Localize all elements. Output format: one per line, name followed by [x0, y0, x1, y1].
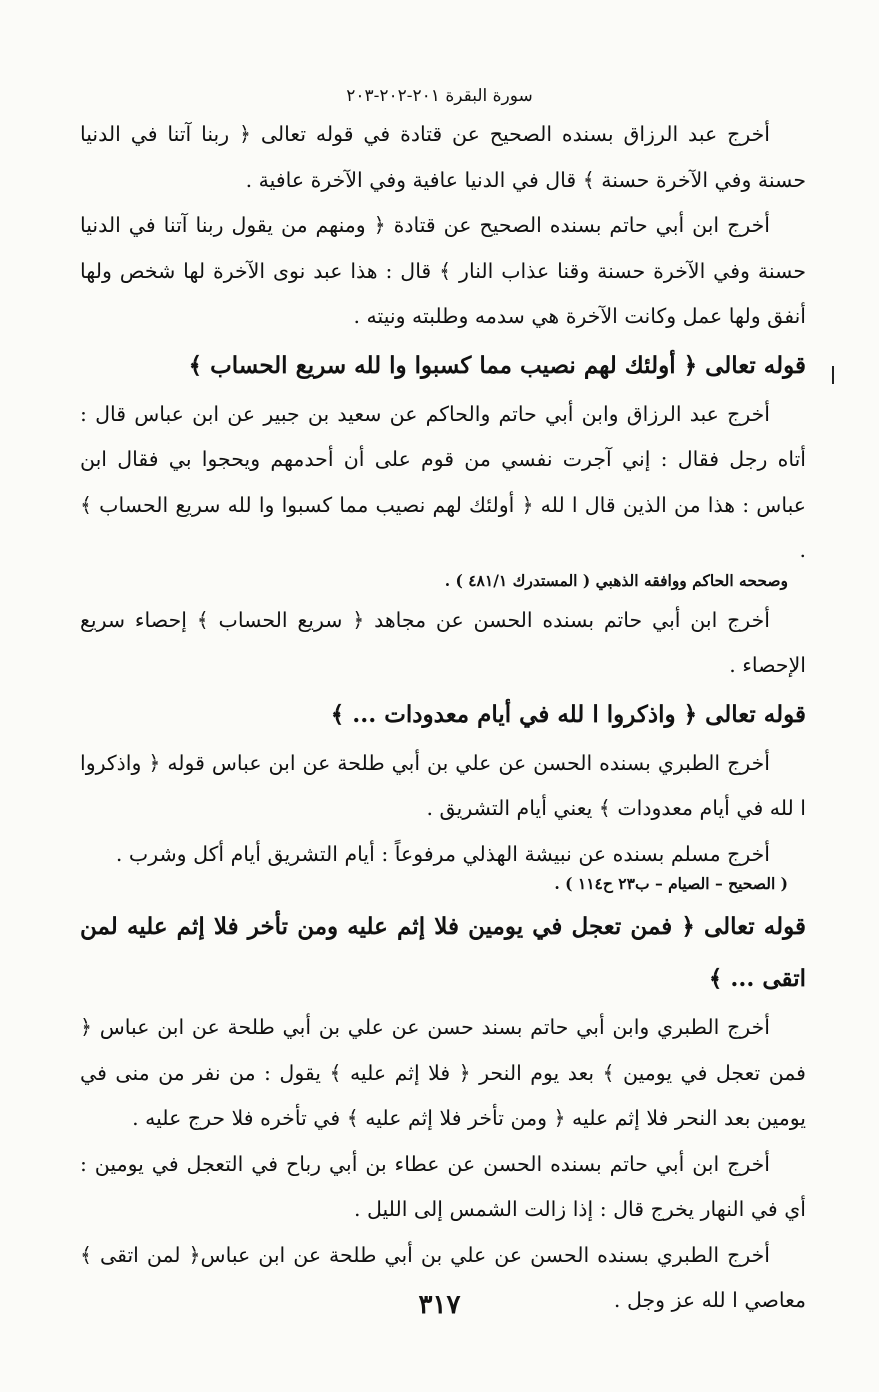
paragraph-6: أخرج مسلم بسنده عن نبيشة الهذلي مرفوعاً : أيام التشريق أيام أكل وشرب .	[115, 841, 770, 866]
page-number: ٣١٧	[418, 1290, 461, 1320]
paragraph-5: أخرج الطبري بسنده الحسن عن علي بن أبي طلحة عن ابن عباس قوله ﴿ واذكروا ا لله في أيام معدودات ﴾ يعني أيام التشريق .	[80, 750, 806, 820]
paragraph-9: أخرج الطبري بسنده الحسن عن علي بن أبي طلحة عن ابن عباس﴿ لمن اتقى ﴾ معاصي ا لله عز وجل .	[80, 1242, 806, 1312]
running-header: سورة البقرة ٢٠١-٢٠٢-٢٠٣	[346, 86, 533, 106]
verse-heading-1: قوله تعالى ﴿ أولئك لهم نصيب مما كسبوا وا لله سريع الحساب ﴾	[188, 351, 806, 379]
paragraph-4: أخرج ابن أبي حاتم بسنده الحسن عن مجاهد ﴿ سريع الحساب ﴾ إحصاء سريع الإحصاء .	[80, 607, 806, 677]
verse-heading-3: قوله تعالى ﴿ فمن تعجل في يومين فلا إثم عليه ومن تأخر فلا إثم عليه لمن اتقى ... ﴾	[80, 913, 806, 992]
citation-note-2: ( الصحيح – الصيام – ب٢٣ ح١١٤ ) .	[554, 874, 788, 893]
paragraph-8: أخرج ابن أبي حاتم بسنده الحسن عن عطاء بن أبي رباح في التعجل في يومين : أي في النهار يخرج قال : إذا زالت الشمس إلى الليل .	[80, 1151, 806, 1221]
paragraph-1: أخرج عبد الرزاق بسنده الصحيح عن قتادة في قوله تعالى ﴿ ربنا آتنا في الدنيا حسنة وفي الآخرة حسنة ﴾ قال في الدنيا عافية وفي الآخرة عافية .	[80, 122, 806, 192]
verse-heading-2: قوله تعالى ﴿ واذكروا ا لله في أيام معدودات ... ﴾	[330, 700, 806, 728]
paragraph-2: أخرج ابن أبي حاتم بسنده الصحيح عن قتادة ﴿ ومنهم من يقول ربنا آتنا في الدنيا حسنة وفي الآخرة حسنة وقنا عذاب النار ﴾ قال : هذا عبد نوى الآخرة لها شخص ولها أنفق ولها عمل وكانت الآخرة هي سدمه وطلبته ونيته .	[80, 213, 806, 328]
margin-mark	[832, 366, 834, 384]
citation-note-1: وصححه الحاكم ووافقه الذهبي ( المستدرك ٤٨١/١ ) .	[444, 570, 788, 590]
page-body	[80, 112, 806, 1324]
paragraph-3: أخرج عبد الرزاق وابن أبي حاتم والحاكم عن سعيد بن جبير عن ابن عباس قال : أتاه رجل فقال : إني آجرت نفسي من قوم على أن أحدمهم ويحجوا بي فقال ابن عباس : هذا من الذين قال ا لله ﴿ أولئك لهم نصيب مما كسبوا وا لله سريع الحساب ﴾ .	[80, 401, 806, 562]
paragraph-7: أخرج الطبري وابن أبي حاتم بسند حسن عن علي بن أبي طلحة عن ابن عباس ﴿ فمن تعجل في يومين ﴾ بعد يوم النحر ﴿ فلا إثم عليه ﴾ يقول : من نفر من منى في يومين بعد النحر فلا إثم عليه ﴿ ومن تأخر فلا إثم عليه ﴾ في تأخره فلا حرج عليه .	[80, 1015, 806, 1130]
